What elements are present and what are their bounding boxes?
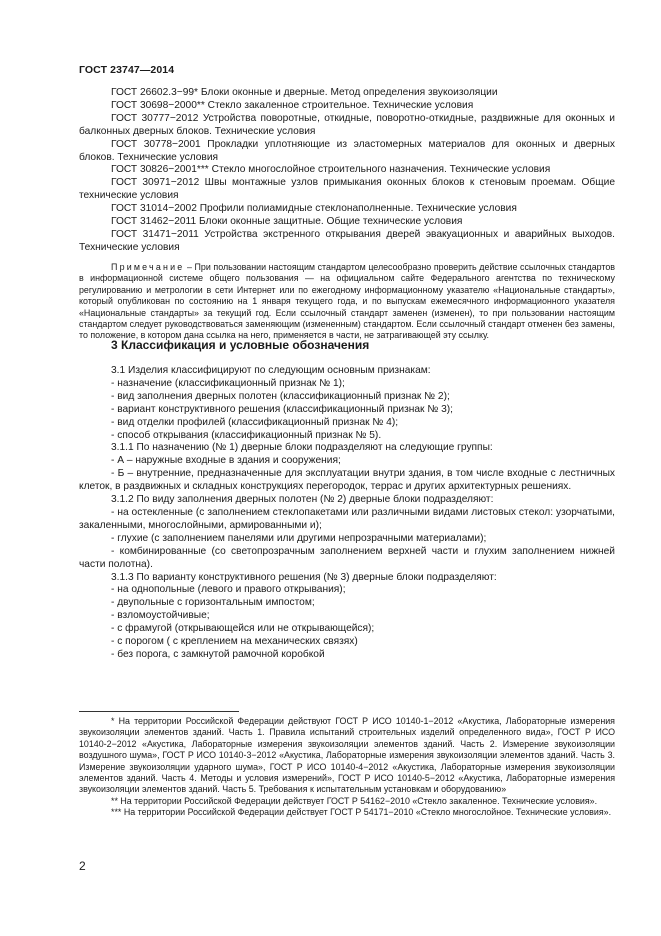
- list-item: - с фрамугой (открывающейся или не открывающейся);: [111, 623, 375, 635]
- list-item: - двупольные с горизонтальным импостом;: [111, 597, 315, 609]
- list-item: - назначение (классификационный признак № 1);: [111, 377, 345, 389]
- section-heading: 3 Классификация и условные обозначения: [111, 338, 370, 352]
- references-note: [79, 262, 615, 342]
- reference-item: ГОСТ 31471−2011 Устройства экстренного открывания дверей эвакуационных и аварийных выходов. Технические условия: [79, 228, 615, 253]
- note-text: – При пользовании настоящим стандартом целесообразно проверить действие ссылочных стандартов в информационной системе общего пользования — на официальном сайте Федерального агентства по техническому регулированию и метрологии в сети Интернет или по ежегодному информационному указателю «Национальные стандарты», который опубликован по состоянию на 1 января текущего года, и по выпускам ежемесячного информационного указателя «Национальные стандарты» за текущий год. Если ссылочный стандарт заменен (изменен), то при пользовании настоящим стандартом следует руководствоваться заменяющим (измененным) стандартом. Если ссылочный стандарт отменен без замены, то положение, в котором дана ссылка на него, применяется в части, не затрагивающей эту ссылку.: [79, 262, 615, 341]
- list-item: - вид отделки профилей (классификационный признак № 4);: [111, 416, 399, 428]
- reference-item: ГОСТ 26602.3−99* Блоки оконные и дверные. Метод определения звукоизоляции: [111, 87, 498, 98]
- classification-body: [79, 365, 615, 662]
- list-item: - вид заполнения дверных полотен (классификационный признак № 2);: [111, 390, 450, 402]
- footnote: ** На территории Российской Федерации действует ГОСТ Р 54162−2010 «Стекло закаленное. Технические условия».: [111, 795, 598, 806]
- reference-item: ГОСТ 30971−2012 Швы монтажные узлов примыкания оконных блоков к стеновым проемам. Общие технические условия: [79, 177, 615, 202]
- paragraph: 3.1 Изделия классифицируют по следующим основным признакам:: [111, 365, 431, 376]
- reference-item: ГОСТ 31014−2002 Профили полиамидные стеклонаполненные. Технические условия: [111, 203, 517, 215]
- list-item: - способ открывания (классификационный признак № 5).: [111, 429, 382, 441]
- list-item: - Б – внутренние, предназначенные для эксплуатации внутри здания, в том числе входные с лестничных клеток, в раздвижных и складных конструкциях перегородок, террас и других архитектурных решениях.: [79, 468, 615, 493]
- reference-item: ГОСТ 31462−2011 Блоки оконные защитные. Общие технические условия: [111, 216, 463, 228]
- normative-references-list: [79, 87, 615, 255]
- footnotes: [79, 716, 615, 819]
- list-item: - глухие (с заполнением панелями или другими непрозрачными материалами);: [111, 532, 487, 544]
- reference-item: ГОСТ 30777−2012 Устройства поворотные, откидные, поворотно-откидные, раздвижные для оконных и балконных дверных блоков. Технические условия: [79, 112, 615, 137]
- footnote: * На территории Российской Федерации действуют ГОСТ Р ИСО 10140-1−2012 «Акустика, Лабораторные измерения звукоизоляции элементов зданий. Часть 1. Правила испытаний строительных изделий определенного вида», ГОСТ Р ИСО 10140-2−2012 «Акустика, Лабораторные измерения звукоизоляции элементов зданий. Часть 2. Измерение звукоизоляции воздушного шума», ГОСТ Р ИСО 10140-3−2012 «Акустика, Лабораторные измерения звукоизоляции элементов зданий. Часть 3. Измерение звукоизоляции ударного шума», ГОСТ Р ИСО 10140-4−2012 «Акустика, Лабораторные измерения звукоизоляции элементов зданий. Часть 4. Методы и условия измерений», ГОСТ Р ИСО 10140-5−2012 «Акустика, Лабораторные измерения звукоизоляции элементов зданий. Часть 5. Требования к испытательным установкам и оборудованию»: [79, 716, 615, 795]
- list-item: - с порогом ( с креплением на механических связях): [111, 636, 358, 648]
- list-item: - без порога, с замкнутой рамочной коробкой: [111, 648, 325, 660]
- reference-item: ГОСТ 30826−2001*** Стекло многослойное строительного назначения. Технические условия: [111, 164, 551, 176]
- list-item: - комбинированные (со светопрозрачным заполнением верхней части и глухим заполнением нижней части полотна).: [79, 545, 615, 570]
- reference-item: ГОСТ 30778−2001 Прокладки уплотняющие из эластомерных материалов для оконных и дверных блоков. Технические условия: [79, 138, 615, 163]
- list-item: - взломоустойчивые;: [111, 610, 210, 622]
- page-number: 2: [79, 859, 86, 873]
- list-item: - А – наружные входные в здания и сооружения;: [111, 455, 341, 467]
- reference-item: ГОСТ 30698−2000** Стекло закаленное строительное. Технические условия: [111, 99, 474, 111]
- document-header: ГОСТ 23747—2014: [79, 64, 175, 76]
- footnote-separator: [79, 711, 239, 712]
- list-item: - вариант конструктивного решения (классификационный признак № 3);: [111, 403, 453, 415]
- footnote: *** На территории Российской Федерации действует ГОСТ Р 54171−2010 «Стекло многослойное. Технические условия».: [111, 807, 612, 818]
- paragraph: 3.1.3 По варианту конструктивного решения (№ 3) дверные блоки подразделяют:: [111, 571, 497, 583]
- paragraph: 3.1.2 По виду заполнения дверных полотен (№ 2) дверные блоки подразделяют:: [111, 494, 494, 506]
- note-lead: Примечание: [111, 262, 185, 272]
- paragraph: 3.1.1 По назначению (№ 1) дверные блоки подразделяют на следующие группы:: [111, 442, 493, 454]
- list-item: - на остекленные (с заполнением стеклопакетами или различными видами листовых стекол: узорчатыми, закаленными, многослойными, армированными и);: [79, 506, 615, 531]
- list-item: - на однопольные (левого и правого открывания);: [111, 584, 346, 596]
